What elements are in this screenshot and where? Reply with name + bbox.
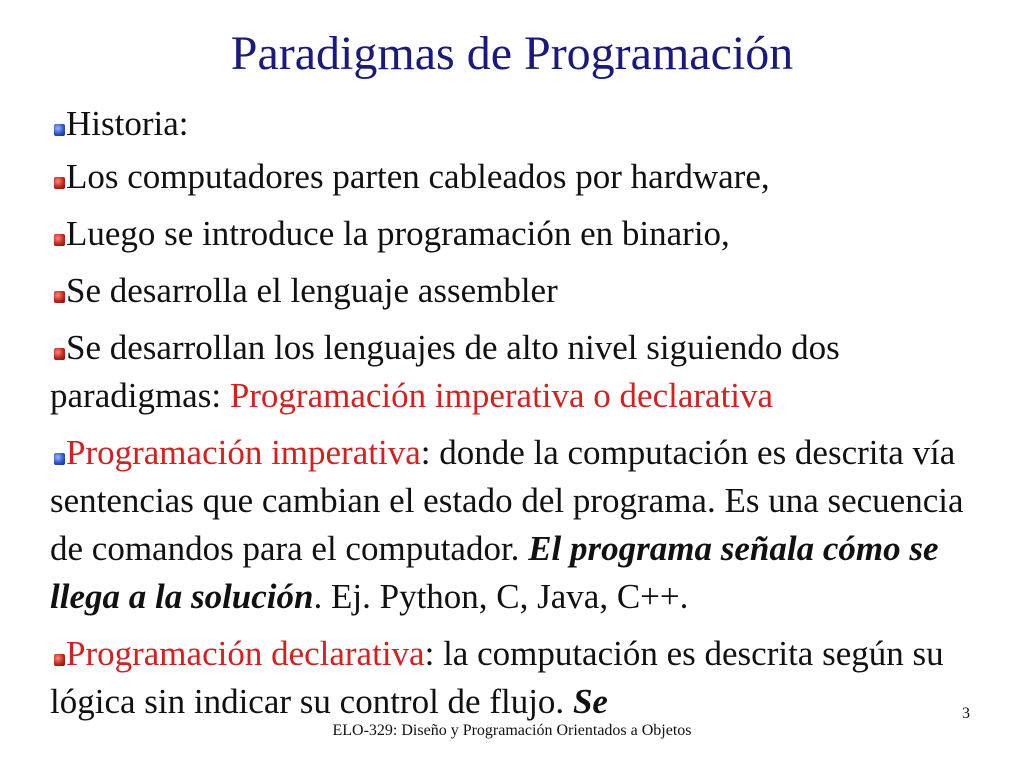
item-text: Los computadores parten cableados por hardware,: [66, 157, 770, 196]
blue-sphere-bullet-icon: [54, 124, 65, 136]
emphasis-text: Se: [572, 682, 608, 721]
red-sphere-bullet-icon: [54, 291, 65, 303]
item-text: Se desarrolla el lenguaje assembler: [66, 271, 558, 310]
slide-title: Paradigmas de Programación: [230, 27, 794, 80]
red-sphere-bullet-icon: [54, 234, 65, 246]
slide-footer: ELO-329: Diseño y Programación Orientados a Objetos: [332, 722, 692, 739]
slide-body: [50, 100, 980, 735]
term-declarativa: Programación declarativa: [66, 634, 425, 673]
bullet-item-declarativa: [50, 630, 980, 726]
bullet-item-computadores: [50, 153, 980, 201]
red-sphere-bullet-icon: [54, 177, 65, 189]
bullet-item-assembler: [50, 267, 980, 315]
item-text: Historia:: [66, 104, 189, 143]
term-imperativa: Programación imperativa: [66, 433, 421, 472]
item-text: Se desarrollan los lenguajes de alto nivel siguiendo dos paradigmas:: [50, 328, 840, 415]
red-sphere-bullet-icon: [54, 654, 65, 666]
blue-sphere-bullet-icon: [54, 453, 65, 465]
bullet-item-binario: [50, 210, 980, 258]
item-text: Luego se introduce la programación en binario,: [66, 214, 730, 253]
emphasis-text: El programa señala cómo se llega a la solución: [50, 529, 939, 616]
highlight-text: Programación imperativa o declarativa: [229, 376, 774, 415]
item-text: : la computación es descrita según su lógica sin indicar su control de flujo.: [50, 634, 944, 721]
page-number: 3: [962, 705, 970, 722]
red-sphere-bullet-icon: [54, 348, 65, 360]
item-text: : donde la computación es descrita vía sentencias que cambian el estado del programa. Es una secuencia de comandos para el computador.: [50, 433, 964, 568]
bullet-item-imperativa: [50, 429, 980, 621]
item-text: . Ej. Python, C, Java, C++.: [313, 577, 689, 616]
bullet-item-alto-nivel: [50, 324, 980, 420]
bullet-item-historia: [50, 100, 980, 148]
